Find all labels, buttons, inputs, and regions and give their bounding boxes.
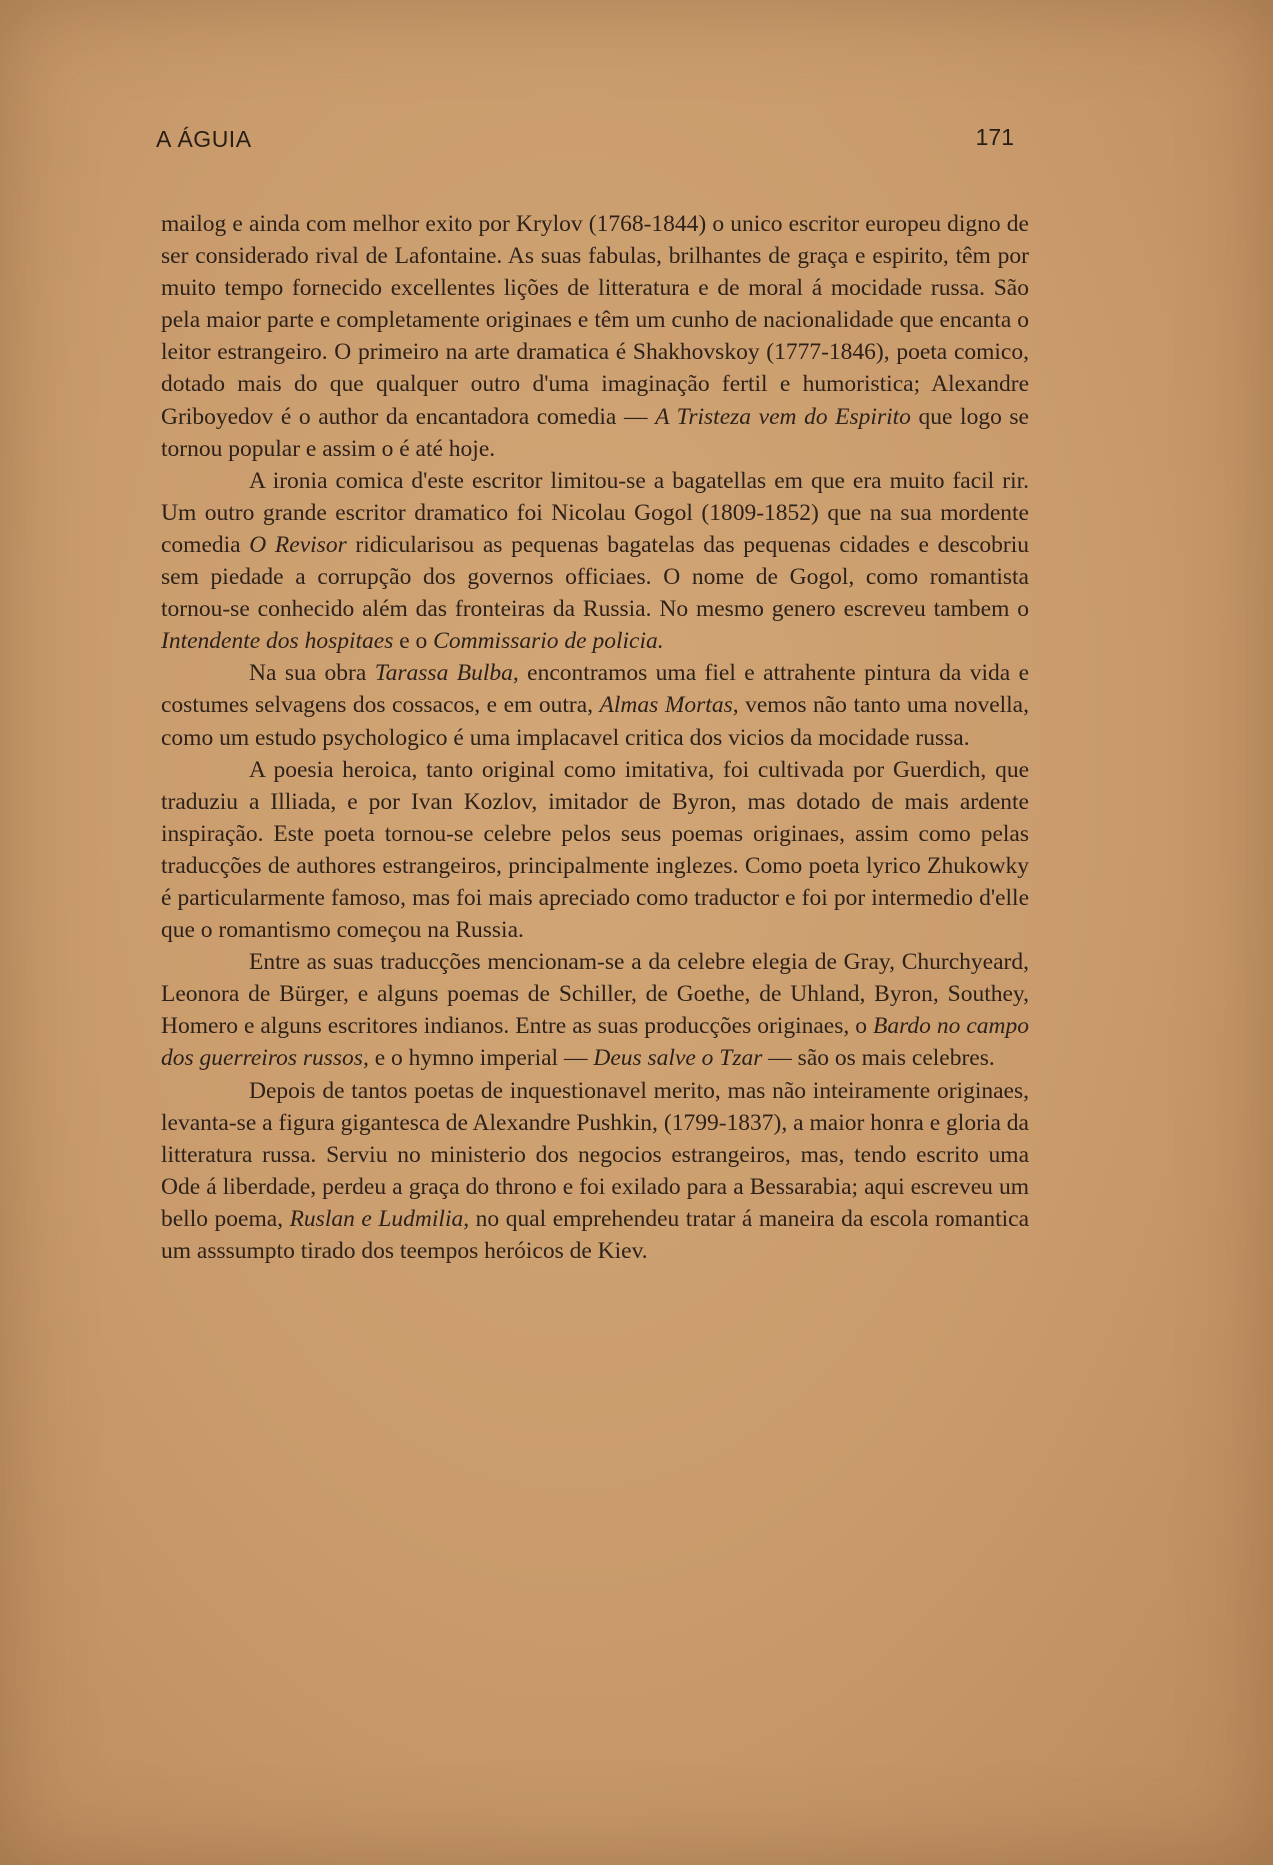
paragraph-6-text-1: Depois de tantos poetas de inquestionavel merito, mas não inteiramente originaes, levanta-se a figura gigantesca de Alexandre Pushkin, (1799-1837), a maior honra e gloria da litteratura russa. Serviu no ministerio dos negocios estrangeiros, mas, tendo escrito uma Ode á liberdade, perdeu a graça do throno e foi exilado para a Bessarabia; aqui escreveu um bello poema, (161, 1077, 1029, 1232)
paragraph-1-text-2: que logo se tornou popular e assim o é até hoje. (161, 403, 1029, 462)
paragraph-2-text-3: e o (393, 628, 434, 655)
work-title-bardo: Bardo no campo dos guerreiros russos, (161, 1013, 1029, 1072)
page-header (156, 126, 1014, 166)
paragraph-5-text-3: — são os mais celebres. (762, 1045, 995, 1072)
paragraph-1 (161, 208, 1029, 465)
body-text (161, 208, 1029, 1267)
work-title-almas-mortas: Almas Mortas, (599, 692, 739, 719)
paragraph-2 (161, 465, 1029, 658)
running-title: A ÁGUIA (156, 126, 252, 152)
paragraph-6 (161, 1075, 1029, 1268)
work-title-intendente: Intendente dos hospitaes (161, 628, 394, 655)
paragraph-5 (161, 946, 1029, 1074)
paragraph-5-text-1: Entre as suas traducções mencionam-se a da celebre elegia de Gray, Churchyeard, Leonora de Bürger, e alguns poemas de Schiller, de Goethe, de Uhland, Byron, Southey, Homero e alguns escritores indianos. Entre as suas producções originaes, o (161, 949, 1029, 1040)
paragraph-3-text-3: vemos não tanto uma novella, como um estudo psychologico é uma implacavel critica dos vicios da mocidade russa. (161, 692, 1029, 751)
paragraph-5-text-2: e o hymno imperial — (368, 1045, 594, 1072)
paragraph-2-text-1: A ironia comica d'este escritor limitou-se a bagatellas em que era muito facil rir. Um outro grande escritor dramatico foi Nicolau Gogol (1809-1852) que na sua mordente comedia (161, 467, 1029, 558)
paragraph-3-text-1: Na sua obra (249, 660, 375, 687)
paragraph-4-text-1: A poesia heroica, tanto original como imitativa, foi cultivada por Guerdich, que traduziu a Illiada, e por Ivan Kozlov, imitador de Byron, mas dotado de mais ardente inspiração. Este poeta tornou-se celebre pelos seus poemas originaes, assim como pelas traducções de authores estrangeiros, principalmente inglezes. Como poeta lyrico Zhukowky é particularmente famoso, mas foi mais apreciado como traductor e foi por intermedio d'elle que o romantismo começou na Russia. (161, 756, 1029, 944)
paragraph-3 (161, 657, 1029, 753)
paragraph-3-text-2: encontramos uma fiel e attrahente pintura da vida e costumes selvagens dos cossacos, e em outra, (161, 660, 1030, 719)
work-title-deus-salve-o-tzar: Deus salve o Tzar (593, 1045, 763, 1072)
paragraph-6-text-2: no qual emprehendeu tratar á maneira da escola romantica um asssumpto tirado dos teempos heróicos de Kiev. (161, 1205, 1030, 1264)
paragraph-4 (161, 754, 1029, 947)
work-title-commissario: Commissario de policia. (433, 628, 664, 655)
paragraph-2-text-2: ridicularisou as pequenas bagatelas das pequenas cidades e descobriu sem piedade a corrupção dos governos officiaes. O nome de Gogol, como romantista tornou-se conhecido além das fronteiras da Russia. No mesmo genero escreveu tambem o (161, 531, 1029, 623)
work-title-o-revisor: O Revisor (249, 531, 347, 558)
work-title-tarassa-bulba: Tarassa Bulba, (374, 660, 519, 687)
work-title-ruslan-e-ludmilia: Ruslan e Ludmilia, (289, 1205, 470, 1232)
work-title-a-tristeza: A Tristeza vem do Espirito (655, 403, 911, 430)
paragraph-1-text-1: mailog e ainda com melhor exito por Krylov (1768-1844) o unico escritor europeu digno de ser considerado rival de Lafontaine. As suas fabulas, brilhantes de graça e espirito, têm por muito tempo fornecido excellentes lições de litteratura e de moral á mocidade russa. São pela maior parte e completamente originaes e têm um cunho de nacionalidade que encanta o leitor estrangeiro. O primeiro na arte dramatica é Shakhovskoy (1777-1846), poeta comico, dotado mais do que qualquer outro d'uma imaginação fertil e humoristica; Alexandre Griboyedov é o author da encantadora comedia — (161, 211, 1029, 430)
page-number: 171 (975, 124, 1014, 150)
